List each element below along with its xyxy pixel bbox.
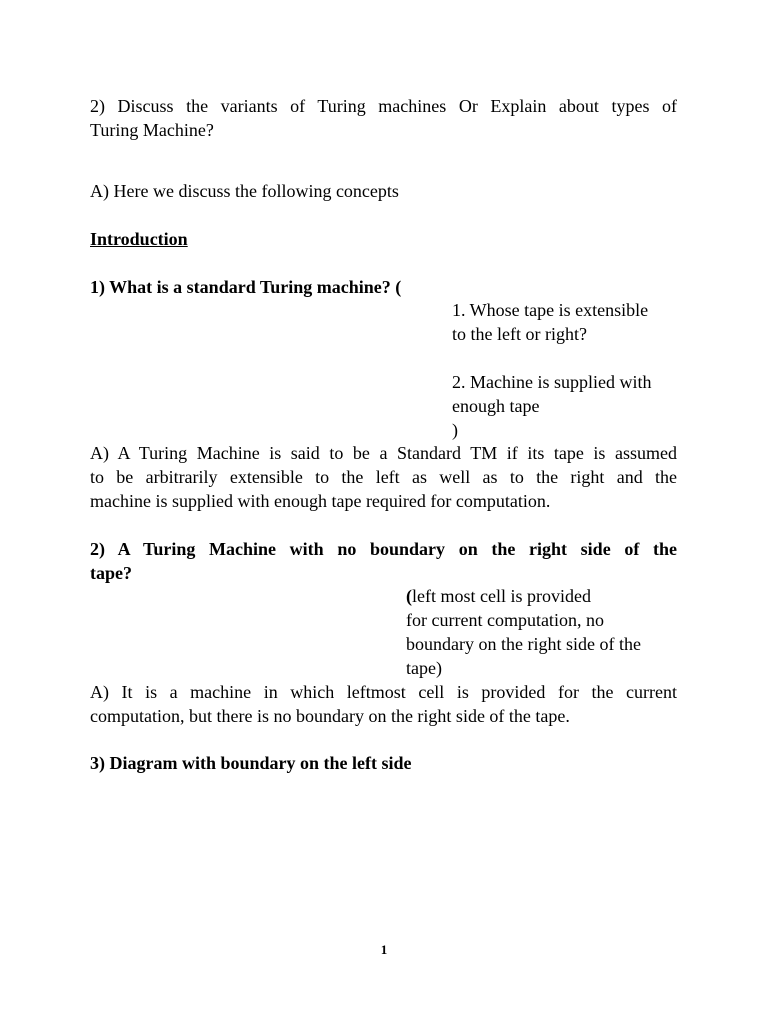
q2-answer	[90, 680, 677, 728]
question-line-2: Turing Machine?	[90, 120, 214, 140]
q2-heading-line: tape?	[90, 563, 132, 583]
q1-note-line: enough tape	[452, 396, 540, 416]
q1-answer-line: to be arbitrarily extensible to the left as well as to the right and the	[90, 467, 677, 487]
q1-note-line: 2. Machine is supplied with	[452, 372, 652, 392]
q2-note-line: tape)	[406, 658, 442, 678]
q2-note-text: left most cell is provided	[412, 586, 591, 606]
q1-note-spacer	[452, 346, 682, 370]
q3-heading: 3) Diagram with boundary on the left side	[90, 753, 412, 773]
q2-note-line: for current computation, no	[406, 610, 604, 630]
q2-note-line: boundary on the right side of the	[406, 634, 641, 654]
q2-note-paren: (	[406, 586, 412, 606]
q1-heading: 1) What is a standard Turing machine? (	[90, 277, 402, 297]
q1-note-line: to the left or right?	[452, 324, 587, 344]
question-line-1: 2) Discuss the variants of Turing machines Or Explain about types of	[90, 96, 677, 116]
answer-intro: A) Here we discuss the following concepts	[90, 181, 399, 201]
q1-note-line: 1. Whose tape is extensible	[452, 300, 649, 320]
q1-note-line: )	[452, 420, 458, 440]
q2-answer-line: computation, but there is no boundary on the right side of the tape.	[90, 706, 570, 726]
q2-heading	[90, 537, 677, 585]
q1-answer	[90, 441, 677, 513]
q2-heading-line: 2) A Turing Machine with no boundary on the right side of the	[90, 539, 677, 559]
question-text	[90, 94, 677, 142]
q1-note	[452, 298, 682, 442]
q1-answer-line: machine is supplied with enough tape required for computation.	[90, 491, 551, 511]
q1-answer-line: A) A Turing Machine is said to be a Standard TM if its tape is assumed	[90, 443, 677, 463]
page-number: 1	[380, 942, 388, 957]
q2-answer-line: A) It is a machine in which leftmost cell is provided for the current	[90, 682, 677, 702]
q2-note-line	[406, 584, 681, 608]
section-heading: Introduction	[90, 229, 188, 249]
q2-note	[406, 584, 681, 680]
